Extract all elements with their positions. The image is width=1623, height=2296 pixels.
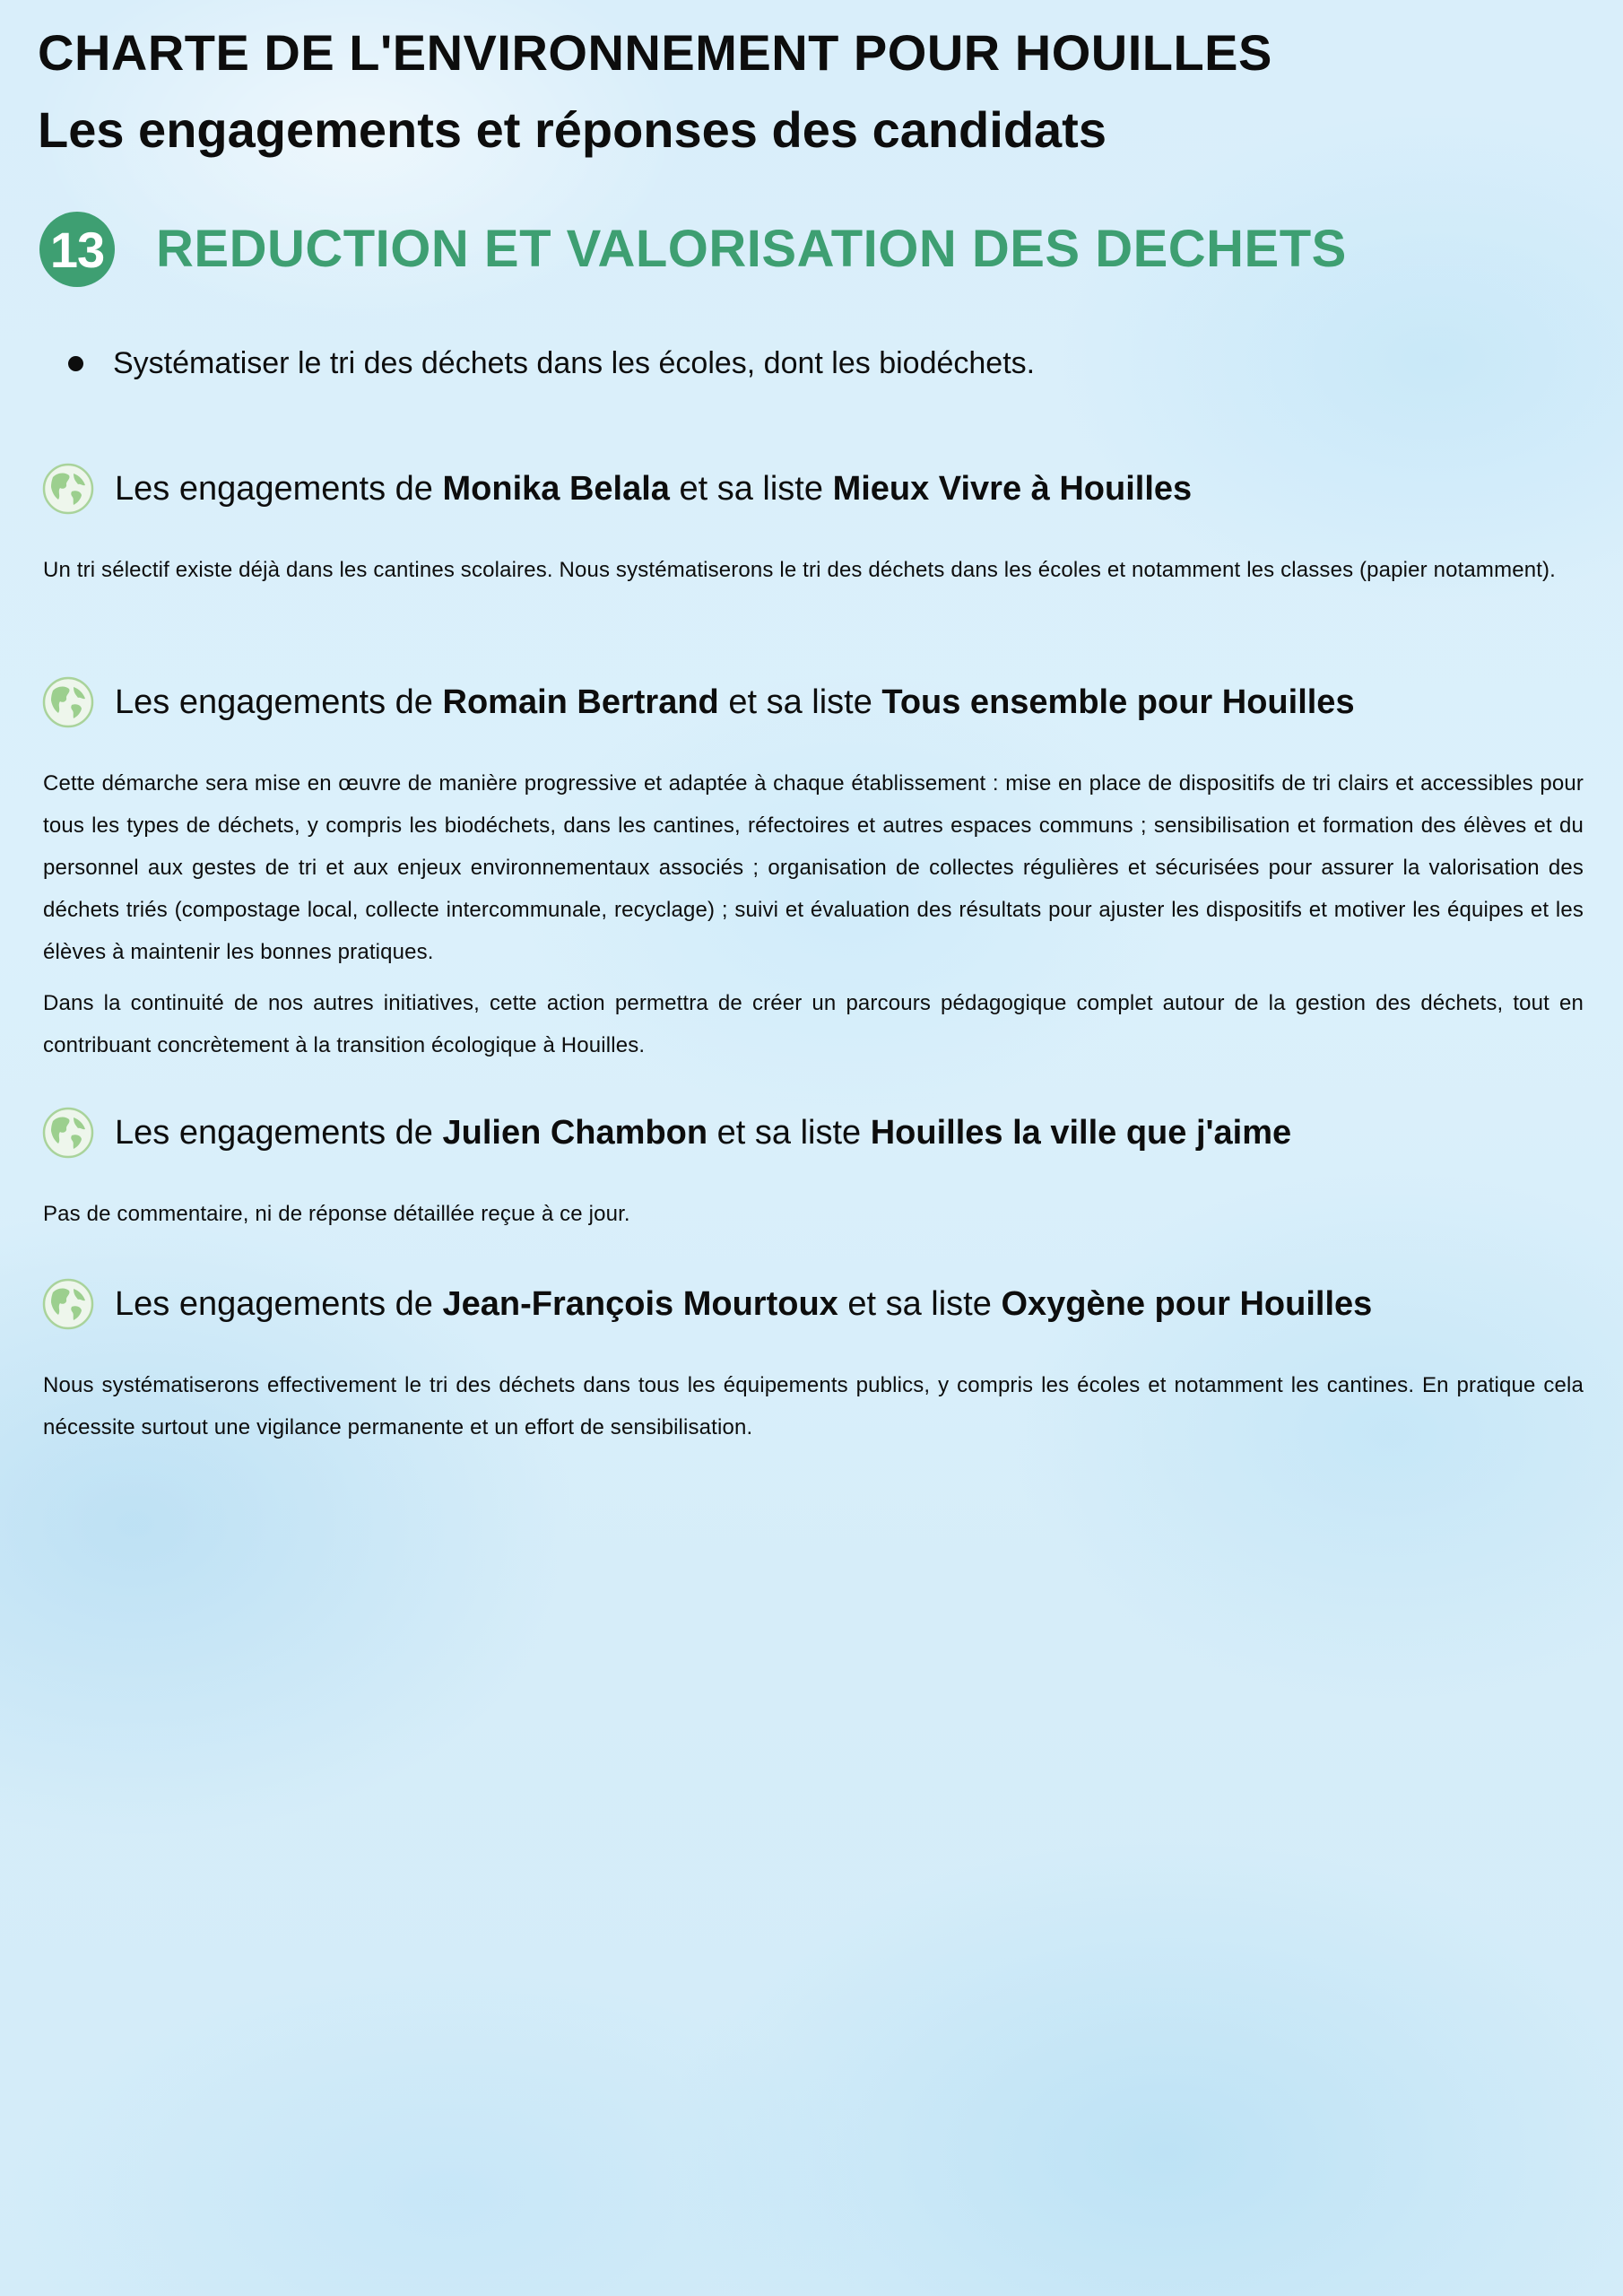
document-title: CHARTE DE L'ENVIRONNEMENT POUR HOUILLES	[38, 24, 1272, 81]
list-name: Oxygène pour Houilles	[1001, 1285, 1373, 1323]
engagement-body	[43, 1193, 1584, 1235]
engagement-paragraph: Nous systématiserons effectivement le tri des déchets dans tous les équipements publics, y compris les écoles et notamment les cantines. En pratique cela nécessite surtout une vigilance permanente et un effort de sensibilisation.	[43, 1373, 1584, 1439]
globe-icon	[41, 1277, 95, 1331]
engagement-paragraph: Dans la continuité de nos autres initiatives, cette action permettra de créer un parcours pédagogique complet autour de la gestion des déchets, tout en contribuant concrètement à la transition écologique à Houilles.	[43, 991, 1584, 1057]
bullet-text: Systématiser le tri des déchets dans les écoles, dont les biodéchets.	[113, 346, 1036, 380]
engagement-title: Les engagements de Jean-François Mourtoux et sa liste Oxygène pour Houilles	[115, 1285, 1373, 1323]
list-name: Tous ensemble pour Houilles	[881, 683, 1355, 721]
candidate-name: Julien Chambon	[442, 1114, 708, 1152]
list-name: Mieux Vivre à Houilles	[832, 470, 1193, 508]
globe-icon	[41, 462, 95, 516]
globe-icon	[41, 1106, 95, 1160]
engagement-monika-belala	[41, 459, 1584, 600]
candidate-name: Jean-François Mourtoux	[442, 1285, 838, 1323]
engagement-romain-bertrand	[41, 673, 1584, 1075]
document-subtitle: Les engagements et réponses des candidats	[38, 101, 1107, 158]
engagement-paragraph: Un tri sélectif existe déjà dans les cantines scolaires. Nous systématiserons le tri des déchets dans les écoles et notamment les classes (papier notamment).	[43, 558, 1556, 582]
engagement-heading	[41, 1274, 1584, 1334]
engagement-heading	[41, 673, 1584, 732]
engagement-paragraph: Pas de commentaire, ni de réponse détaillée reçue à ce jour.	[43, 1202, 630, 1226]
section-bullet-item	[68, 341, 1035, 386]
engagement-body	[43, 762, 1584, 1066]
engagement-title: Les engagements de Monika Belala et sa liste Mieux Vivre à Houilles	[115, 470, 1193, 508]
candidate-name: Romain Bertrand	[442, 683, 719, 721]
section-number-badge: 13	[39, 212, 115, 287]
globe-icon	[41, 675, 95, 729]
engagement-heading	[41, 1103, 1584, 1162]
engagement-title: Les engagements de Romain Bertrand et sa liste Tous ensemble pour Houilles	[115, 683, 1355, 721]
list-name: Houilles la ville que j'aime	[870, 1114, 1292, 1152]
section-title: REDUCTION ET VALORISATION DES DECHETS	[156, 220, 1347, 278]
engagement-body	[43, 1364, 1584, 1448]
engagement-heading	[41, 459, 1584, 518]
engagement-jean-francois-mourtoux	[41, 1274, 1584, 1457]
engagement-body	[43, 549, 1584, 591]
engagement-paragraph: Cette démarche sera mise en œuvre de manière progressive et adaptée à chaque établissement : mise en place de dispositifs de tri clairs et accessibles pour tous les types de déchets, y compris les biodéchets, dans les cantines, réfectoires et autres espaces communs ; sensibilisation et formation des élèves et du personnel aux gestes de tri et aux enjeux environnementaux associés ; organisation de collectes régulières et sécurisées pour assurer la valorisation des déchets triés (compostage local, collecte intercommunale, recyclage) ; suivi et évaluation des résultats pour ajuster les dispositifs et motiver les équipes et les élèves à maintenir les bonnes pratiques.	[43, 771, 1584, 964]
bullet-dot-icon	[68, 356, 83, 371]
engagement-julien-chambon	[41, 1103, 1584, 1244]
engagement-title: Les engagements de Julien Chambon et sa liste Houilles la ville que j'aime	[115, 1114, 1292, 1152]
candidate-name: Monika Belala	[442, 470, 670, 508]
